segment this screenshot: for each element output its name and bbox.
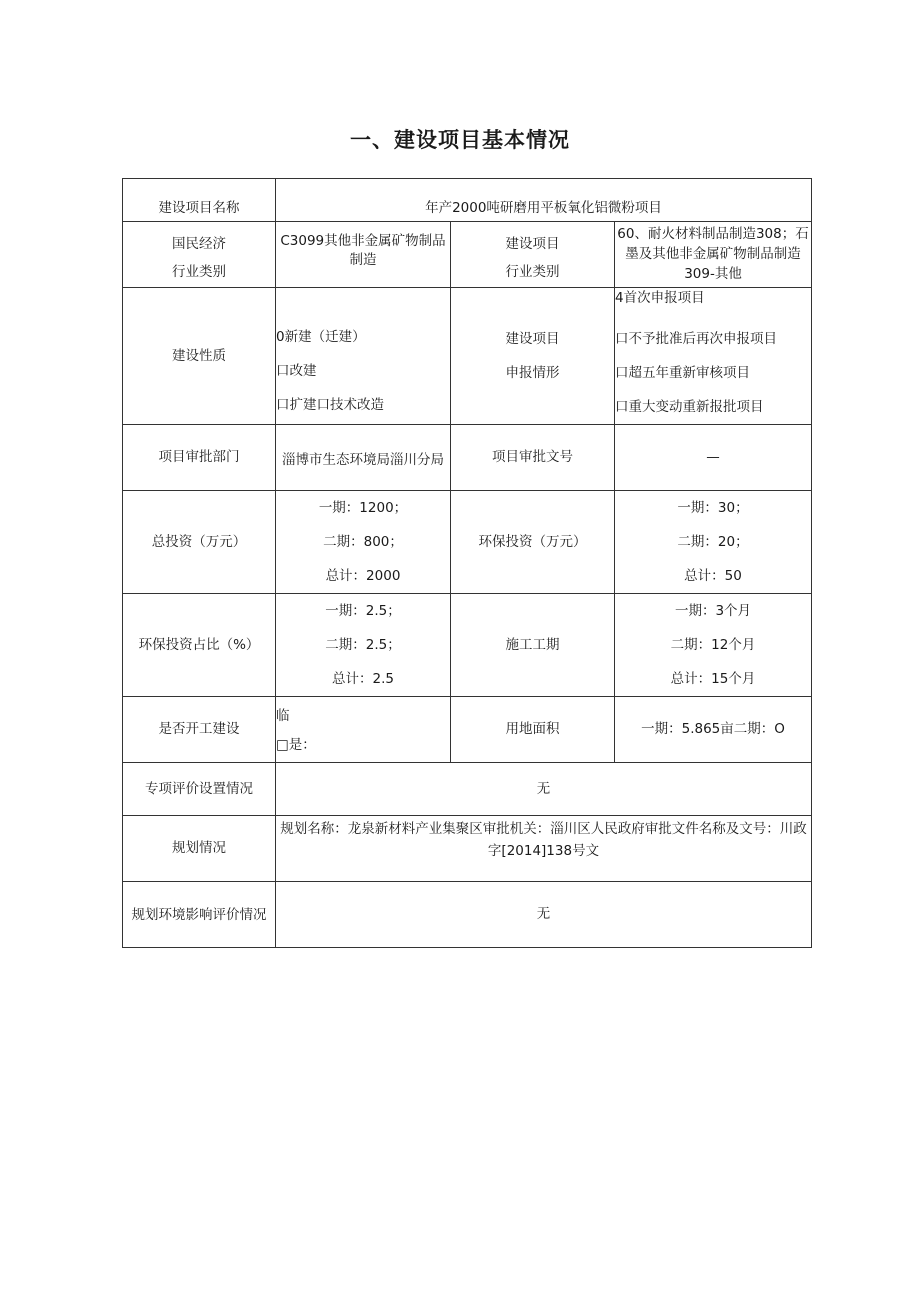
project-info-table	[122, 178, 812, 948]
planning-label: 规划情况	[123, 816, 276, 882]
table-row	[123, 179, 812, 222]
option-new: 0新建（迁建）	[276, 329, 366, 345]
project-name-label: 建设项目名称	[123, 179, 276, 222]
table-row	[123, 697, 812, 763]
table-row	[123, 222, 812, 288]
planning-value: 规划名称：龙泉新材料产业集聚区审批机关：淄川区人民政府审批文件名称及文号：川政字[2014]138号文	[276, 816, 812, 882]
application-situation-options	[615, 288, 812, 425]
industry-category-value: C3099其他非金属矿物制品制造	[276, 222, 451, 288]
project-name-value: 年产2000吨研磨用平板氧化铝微粉项目	[276, 179, 812, 222]
approval-number-value: —	[615, 425, 812, 491]
env-ratio-values: 一期：2.5； 二期：2.5； 总计：2.5	[276, 594, 451, 697]
project-category-value: 60、耐火材料制品制造308；石墨及其他非金属矿物制品制造309-其他	[615, 222, 812, 288]
total-investment-label: 总投资（万元）	[123, 491, 276, 594]
approval-number-label: 项目审批文号	[451, 425, 615, 491]
option-rebuild: 口改建	[276, 363, 317, 379]
env-investment-values: 一期：30； 二期：20； 总计：50	[615, 491, 812, 594]
total-investment-values: 一期：1200； 二期：800； 总计：2000	[276, 491, 451, 594]
env-investment-label: 环保投资（万元）	[451, 491, 615, 594]
table-row	[123, 816, 812, 882]
special-eval-value: 无	[276, 763, 812, 816]
env-ratio-label: 环保投资占比（%）	[123, 594, 276, 697]
planning-env-label: 规划环境影响评价情况	[123, 882, 276, 948]
planning-env-value: 无	[276, 882, 812, 948]
industry-category-label: 国民经济 行业类别	[123, 222, 276, 288]
page-title: 一、建设项目基本情况	[350, 128, 570, 152]
construction-period-label: 施工工期	[451, 594, 615, 697]
started-values: 临 □是：	[276, 697, 451, 763]
approval-dept-value: 淄博市生态环境局淄川分局	[276, 425, 451, 491]
land-area-label: 用地面积	[451, 697, 615, 763]
project-category-label: 建设项目 行业类别	[451, 222, 615, 288]
construction-period-values: 一期：3个月 二期：12个月 总计：15个月	[615, 594, 812, 697]
option-expand: 口扩建口技术改造	[276, 397, 384, 413]
land-area-value: 一期：5.865亩二期：O	[615, 697, 812, 763]
table-row	[123, 491, 812, 594]
option-five-years: 口超五年重新审核项目	[615, 365, 750, 381]
approval-dept-label: 项目审批部门	[123, 425, 276, 491]
table-row	[123, 882, 812, 948]
table-row	[123, 763, 812, 816]
construction-nature-options	[276, 288, 451, 425]
table-row	[123, 425, 812, 491]
started-label: 是否开工建设	[123, 697, 276, 763]
application-situation-label: 建设项目 申报情形	[451, 288, 615, 425]
option-reapply: 口不予批准后再次申报项目	[615, 331, 777, 347]
table-row	[123, 288, 812, 425]
construction-nature-label: 建设性质	[123, 288, 276, 425]
option-major-change: 口重大变动重新报批项目	[615, 399, 764, 415]
option-first: 4首次申报项目	[615, 290, 705, 306]
table-row	[123, 594, 812, 697]
special-eval-label: 专项评价设置情况	[123, 763, 276, 816]
